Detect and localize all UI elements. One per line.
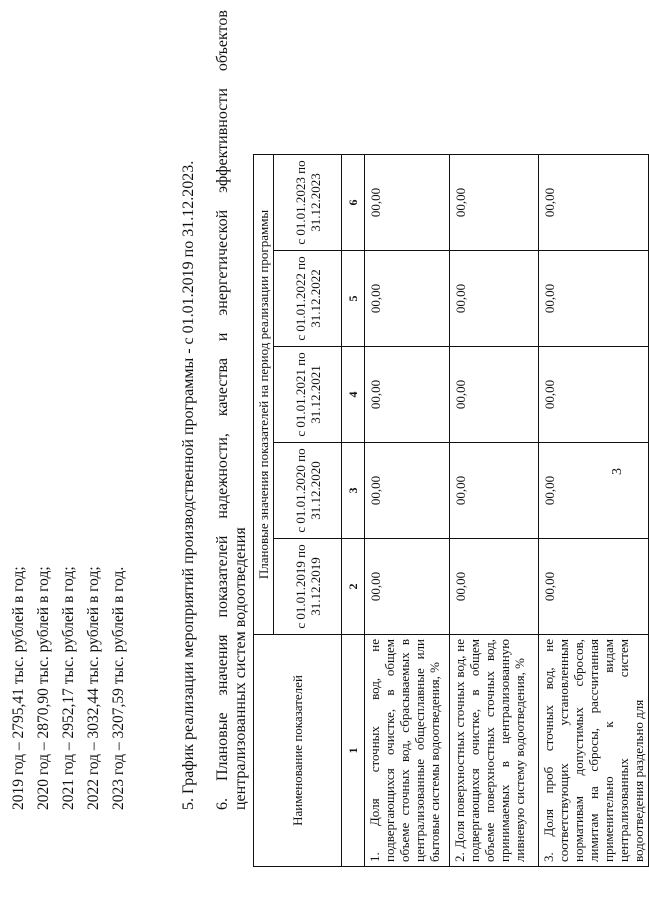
header-indicator-name: Наименование показателей (254, 635, 342, 867)
indicator-value: 00,00 (365, 539, 450, 635)
section-6-word: энергетической (214, 209, 231, 316)
header-period-2022: с 01.01.2022 по 31.12.2022 (274, 251, 342, 347)
indicator-value: 00,00 (365, 443, 450, 539)
column-number: 1 (342, 635, 365, 867)
section-6-line-1 (214, 10, 232, 810)
year-line-2022: 2022 год – 3032,44 тыс. рублей в год; (85, 566, 102, 810)
year-line-2021: 2021 год – 2952,17 тыс. рублей в год; (60, 566, 77, 810)
column-number: 3 (342, 443, 365, 539)
column-number: 5 (342, 251, 365, 347)
header-period-2021: с 01.01.2021 по 31.12.2021 (274, 347, 342, 443)
cut-off-margin (254, 0, 649, 154)
indicator-value: 00,00 (450, 154, 539, 250)
column-number: 2 (342, 539, 365, 635)
indicator-name: 1. Доля сточных вод, не подвергающихся очистке, в общем объеме сточных вод, сбрасываемых в централизованные общесплавные или бытовые системы водоотведения, % (365, 635, 450, 867)
indicator-value: 00,00 (450, 347, 539, 443)
section-5-heading: 5. График реализации мероприятий производственной программы - с 01.01.2019 по 31.12.2023. (180, 160, 197, 810)
indicator-value: 00,00 (450, 443, 539, 539)
indicator-value: 00,00 (450, 539, 539, 635)
page-number: 3 (610, 468, 625, 475)
year-line-2020: 2020 год – 2870,90 тыс. рублей в год; (35, 566, 52, 810)
table-header-row (254, 0, 274, 867)
header-period-2020: с 01.01.2020 по 31.12.2020 (274, 443, 342, 539)
indicator-value: 00,00 (450, 251, 539, 347)
indicator-value: 00,00 (365, 251, 450, 347)
section-6-word: Плановые (214, 712, 231, 782)
indicator-value: 00,00 (539, 443, 649, 539)
section-6-word: качества (214, 358, 231, 417)
year-line-2023: 2023 год – 3207,59 тыс. рублей в год. (110, 566, 127, 810)
header-period-2019: с 01.01.2019 по 31.12.2019 (274, 539, 342, 635)
column-number: 6 (342, 154, 365, 250)
indicator-value: 00,00 (539, 347, 649, 443)
section-6-word: эффективности (214, 88, 231, 193)
section-6-line-2: централизованных систем водоотведения (232, 527, 249, 810)
header-planned-values: Плановые значения показателей на период реализации программы (254, 154, 274, 634)
year-line-2019: 2019 год – 2795,41 тыс. рублей в год; (10, 566, 27, 810)
section-6-heading (214, 10, 250, 810)
indicator-value: 00,00 (539, 539, 649, 635)
indicator-value: 00,00 (365, 154, 450, 250)
section-6-word: надежности, (214, 433, 231, 519)
column-number: 4 (342, 347, 365, 443)
section-6-word: показателей (214, 535, 231, 618)
indicator-name: 3. Доля проб сточных вод, не соответствующих установленным нормативам допустимых сбросов, лимитам на сбросы, рассчитанная применительно к видам централизованных систем водоотведения раздельно для (539, 635, 649, 867)
header-period-2023: с 01.01.2023 по 31.12.2023 (274, 154, 342, 250)
section-6-word: объектов (214, 10, 231, 72)
section-6-word: 6. (214, 798, 231, 810)
indicator-value: 00,00 (539, 251, 649, 347)
indicator-value: 00,00 (365, 347, 450, 443)
indicators-table (253, 0, 649, 867)
indicator-value: 00,00 (539, 154, 649, 250)
section-6-word: значения (214, 634, 231, 696)
indicator-name: 2. Доля поверхностных сточных вод, не подвергающихся очистке, в общем объеме поверхностных сточных вод, принимаемых в централизованную ливневую систему водоотведения, % (450, 635, 539, 867)
section-6-word: и (214, 332, 231, 342)
